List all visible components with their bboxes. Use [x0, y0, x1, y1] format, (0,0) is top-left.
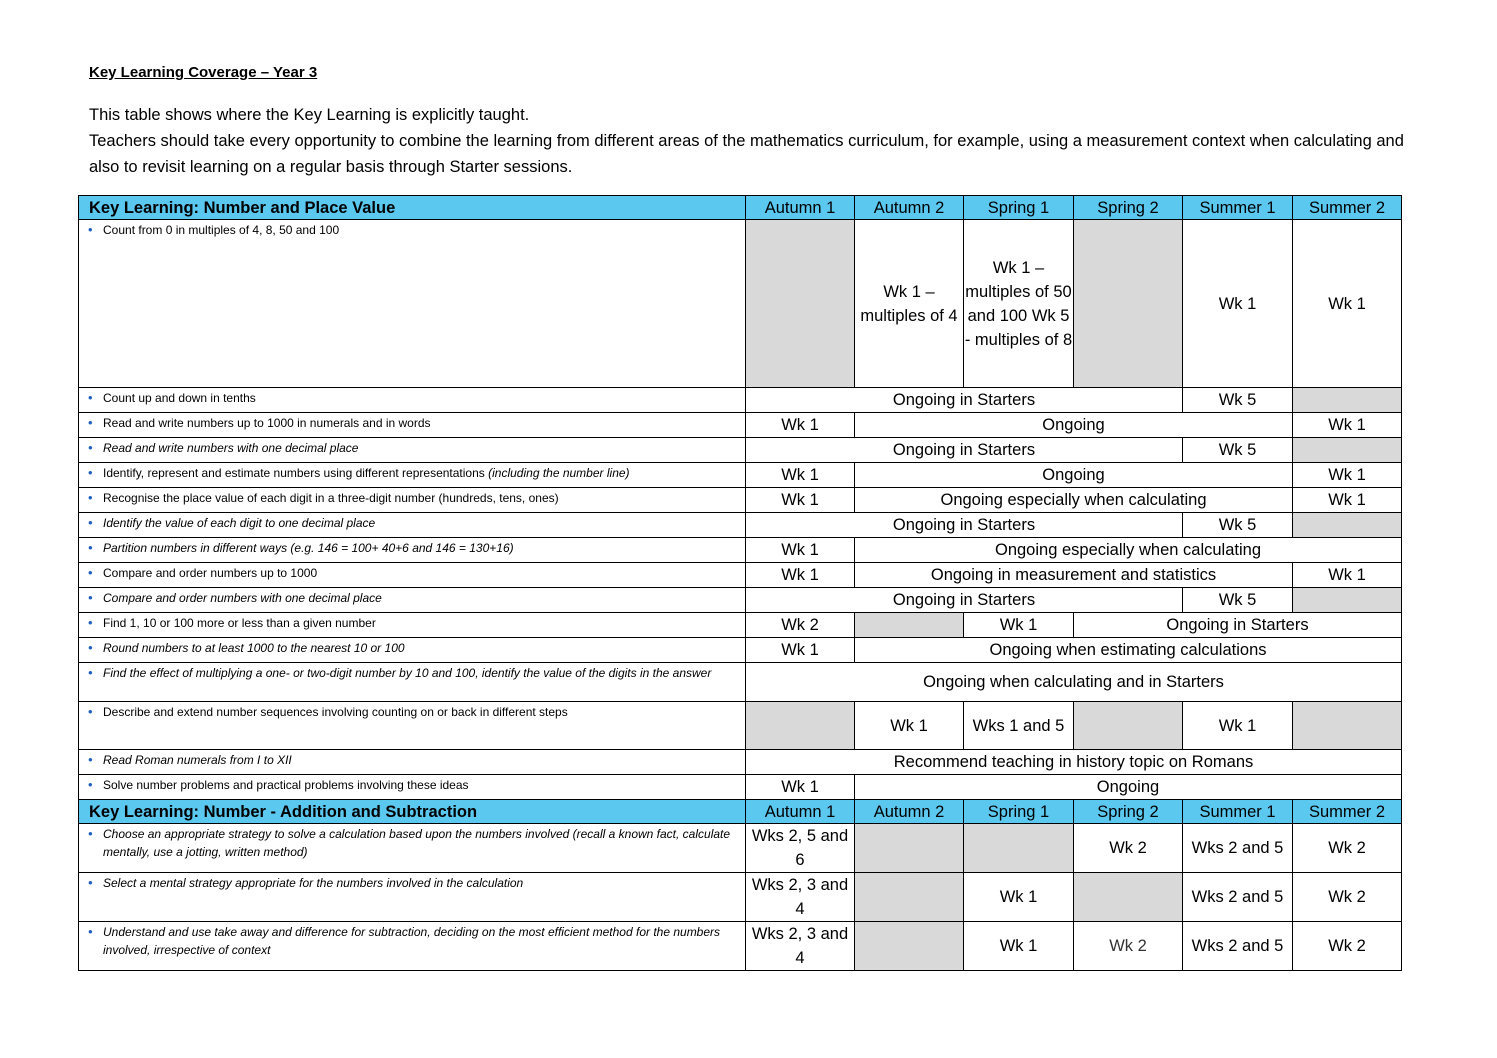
coverage-cell: Ongoing — [855, 413, 1293, 438]
row-label: • Round numbers to at least 1000 to the nearest 10 or 100 — [79, 638, 746, 663]
column-header: Spring 1 — [964, 800, 1074, 824]
coverage-cell: Wks 2 and 5 — [1183, 824, 1293, 873]
row-label: • Read and write numbers with one decimal place — [79, 438, 746, 463]
coverage-cell: Wks 2, 5 and 6 — [746, 824, 855, 873]
row-label: • Find 1, 10 or 100 more or less than a given number — [79, 613, 746, 638]
coverage-cell: Wk 5 — [1183, 513, 1293, 538]
coverage-cell: Wk 1 — [1293, 220, 1402, 388]
coverage-cell — [964, 824, 1074, 873]
table-row — [79, 220, 1402, 388]
table-row — [79, 488, 1402, 513]
table-row — [79, 438, 1402, 463]
table-row — [79, 873, 1402, 922]
coverage-cell — [1074, 873, 1183, 922]
coverage-cell: Wk 1 — [1293, 413, 1402, 438]
row-label: • Partition numbers in different ways (e.g. 146 = 100+ 40+6 and 146 = 130+16) — [79, 538, 746, 563]
coverage-cell: Ongoing when calculating and in Starters — [746, 663, 1402, 702]
table-row — [79, 702, 1402, 750]
row-label: • Compare and order numbers up to 1000 — [79, 563, 746, 588]
coverage-cell: Wk 1 — [1293, 463, 1402, 488]
section-header — [79, 196, 1402, 220]
column-header: Autumn 2 — [855, 800, 964, 824]
column-header: Autumn 2 — [855, 196, 964, 220]
coverage-cell: Wks 2 and 5 — [1183, 922, 1293, 971]
coverage-cell: Ongoing especially when calculating — [855, 538, 1402, 563]
column-header: Summer 1 — [1183, 800, 1293, 824]
section-header — [79, 800, 1402, 824]
row-label: • Solve number problems and practical problems involving these ideas — [79, 775, 746, 800]
key-learning-table — [78, 195, 1402, 971]
coverage-cell: Ongoing in Starters — [746, 438, 1183, 463]
coverage-cell: Wk 1 — [1183, 220, 1293, 388]
row-label: • Select a mental strategy appropriate for the numbers involved in the calculation — [79, 873, 746, 922]
coverage-cell: Wk 1 — [746, 463, 855, 488]
row-label: • Identify the value of each digit to one decimal place — [79, 513, 746, 538]
table-row — [79, 563, 1402, 588]
coverage-cell: Wks 2, 3 and 4 — [746, 873, 855, 922]
coverage-cell: Wks 1 and 5 — [964, 702, 1074, 750]
column-header: Autumn 1 — [746, 800, 855, 824]
coverage-cell: Ongoing in Starters — [746, 513, 1183, 538]
coverage-cell: Wk 5 — [1183, 388, 1293, 413]
row-label: • Count up and down in tenths — [79, 388, 746, 413]
coverage-cell: Ongoing especially when calculating — [855, 488, 1293, 513]
table-row — [79, 588, 1402, 613]
table-row — [79, 663, 1402, 702]
page-title: Key Learning Coverage – Year 3 — [89, 64, 318, 81]
coverage-cell — [1074, 702, 1183, 750]
coverage-cell — [1074, 220, 1183, 388]
coverage-cell — [746, 220, 855, 388]
row-label: • Read and write numbers up to 1000 in numerals and in words — [79, 413, 746, 438]
coverage-cell — [1293, 388, 1402, 413]
coverage-cell: Wk 1 — [855, 702, 964, 750]
coverage-cell — [1293, 438, 1402, 463]
coverage-cell — [746, 702, 855, 750]
table-row — [79, 513, 1402, 538]
coverage-cell: Ongoing when estimating calculations — [855, 638, 1402, 663]
coverage-cell: Wk 1 — [1183, 702, 1293, 750]
coverage-cell: Wk 2 — [1293, 824, 1402, 873]
coverage-cell: Ongoing — [855, 463, 1293, 488]
coverage-cell: Wk 1 — [746, 538, 855, 563]
column-header: Summer 1 — [1183, 196, 1293, 220]
table-row — [79, 922, 1402, 971]
coverage-cell: Wk 1 — [746, 413, 855, 438]
coverage-cell: Wk 1 — [1293, 563, 1402, 588]
column-header: Spring 2 — [1074, 196, 1183, 220]
row-label: • Compare and order numbers with one decimal place — [79, 588, 746, 613]
coverage-cell — [855, 824, 964, 873]
coverage-cell: Wk 2 — [1293, 922, 1402, 971]
coverage-cell: Ongoing in Starters — [746, 388, 1183, 413]
row-label: • Describe and extend number sequences involving counting on or back in different steps — [79, 702, 746, 750]
table-row — [79, 538, 1402, 563]
coverage-cell: Wk 1 — [746, 488, 855, 513]
coverage-cell: Wk 1 — [1293, 488, 1402, 513]
coverage-cell: Wk 2 — [746, 613, 855, 638]
row-label: • Read Roman numerals from I to XII — [79, 750, 746, 775]
row-label — [79, 463, 746, 488]
table-row — [79, 750, 1402, 775]
coverage-cell — [1293, 588, 1402, 613]
intro-paragraph: Teachers should take every opportunity to combine the learning from different areas of the mathematics curriculum, for example, using a measurement context when calculating and also to revisit learning on a regular basis through Starter sessions. — [89, 132, 1404, 176]
coverage-cell: Wk 5 — [1183, 438, 1293, 463]
column-header: Spring 1 — [964, 196, 1074, 220]
coverage-cell — [1293, 702, 1402, 750]
coverage-cell: Recommend teaching in history topic on Romans — [746, 750, 1402, 775]
column-header: Autumn 1 — [746, 196, 855, 220]
column-header: Spring 2 — [1074, 800, 1183, 824]
row-label: • Choose an appropriate strategy to solve a calculation based upon the numbers involved (recall a known fact, calculate mentally, use a jotting, written method) — [79, 824, 746, 873]
intro-text — [89, 102, 1419, 180]
table-row — [79, 638, 1402, 663]
coverage-cell — [855, 922, 964, 971]
table-row — [79, 775, 1402, 800]
row-label: • Recognise the place value of each digit in a three-digit number (hundreds, tens, ones) — [79, 488, 746, 513]
intro-line: This table shows where the Key Learning is explicitly taught. — [89, 106, 530, 124]
coverage-cell: Wks 2 and 5 — [1183, 873, 1293, 922]
coverage-cell: Ongoing — [855, 775, 1402, 800]
table-row — [79, 613, 1402, 638]
coverage-cell — [855, 613, 964, 638]
row-label: • Count from 0 in multiples of 4, 8, 50 and 100 — [79, 220, 746, 388]
coverage-cell: Wk 2 — [1074, 922, 1183, 971]
row-label-text: Identify, represent and estimate numbers using different representations — [103, 466, 485, 480]
coverage-cell: Ongoing in measurement and statistics — [855, 563, 1293, 588]
table-row — [79, 388, 1402, 413]
section-heading: Key Learning: Number - Addition and Subtraction — [79, 800, 746, 824]
column-header: Summer 2 — [1293, 800, 1402, 824]
coverage-cell: Wk 1 – multiples of 50 and 100 Wk 5 - multiples of 8 — [964, 220, 1074, 388]
coverage-cell: Ongoing in Starters — [746, 588, 1183, 613]
coverage-cell: Wk 1 — [746, 563, 855, 588]
row-label: • Understand and use take away and difference for subtraction, deciding on the most efficient method for the numbers involved, irrespective of context — [79, 922, 746, 971]
section-heading: Key Learning: Number and Place Value — [79, 196, 746, 220]
column-header: Summer 2 — [1293, 196, 1402, 220]
coverage-cell: Wk 5 — [1183, 588, 1293, 613]
coverage-cell — [855, 873, 964, 922]
coverage-cell: Ongoing in Starters — [1074, 613, 1402, 638]
table-row — [79, 824, 1402, 873]
table-row — [79, 413, 1402, 438]
coverage-cell — [1293, 513, 1402, 538]
table-row — [79, 463, 1402, 488]
row-label: • Find the effect of multiplying a one- or two-digit number by 10 and 100, identify the value of the digits in the answer — [79, 663, 746, 702]
coverage-cell: Wk 1 — [746, 638, 855, 663]
coverage-cell: Wk 2 — [1074, 824, 1183, 873]
coverage-cell: Wk 1 — [964, 922, 1074, 971]
coverage-cell: Wk 1 — [746, 775, 855, 800]
coverage-cell: Wk 1 — [964, 613, 1074, 638]
coverage-cell: Wk 2 — [1293, 873, 1402, 922]
row-label-note: (including the number line) — [488, 466, 630, 480]
coverage-cell: Wk 1 — [964, 873, 1074, 922]
coverage-cell: Wks 2, 3 and 4 — [746, 922, 855, 971]
coverage-cell: Wk 1 – multiples of 4 — [855, 220, 964, 388]
